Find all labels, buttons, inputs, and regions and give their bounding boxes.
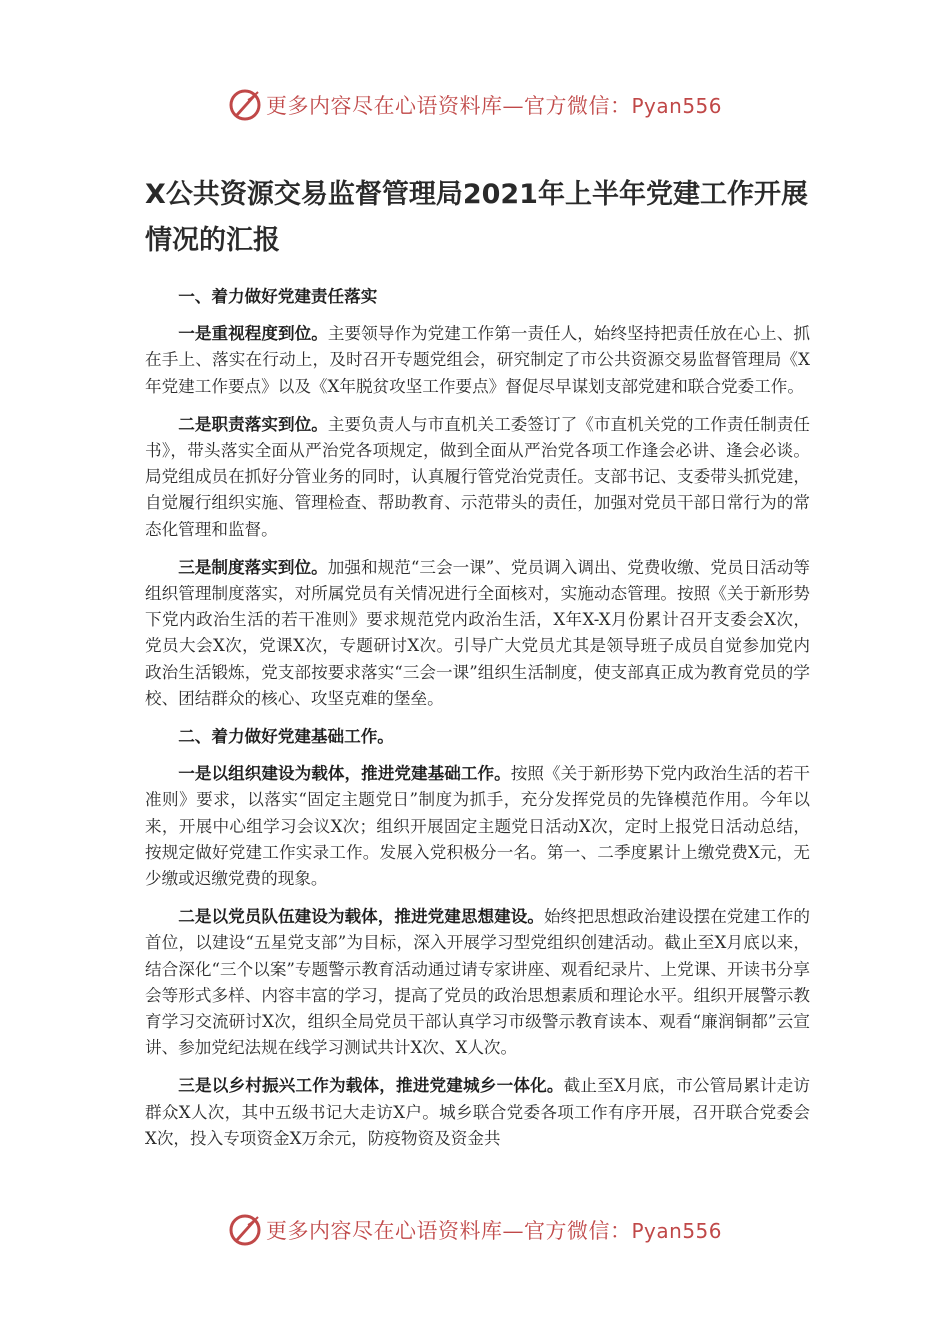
section-heading: 二、着力做好党建基础工作。: [178, 726, 394, 747]
paragraph: [145, 760, 810, 892]
paragraph: [145, 554, 810, 712]
paragraph: [145, 1072, 810, 1152]
paragraph-lead: 一是重视程度到位。: [178, 323, 328, 344]
banner-text: 更多内容尽在心语资料库—官方微信：Pyan556: [265, 94, 722, 118]
paragraph-lead: 三是以乡村振兴工作为载体，推进党建城乡一体化。: [178, 1075, 564, 1096]
paragraph-lead: 二是职责落实到位。: [178, 413, 328, 434]
paragraph-text: 始终把思想政治建设摆在党建工作的首位，以建设“五星党支部”为目标，深入开展学习型党组织创建活动。截止至X月底以来，结合深化“三个以案”专题警示教育活动通过请专家讲座、观看纪录片、上党课、开读书分享会等形式多样、内容丰富的学习，提高了党员的政治思想素质和理论水平。组织开展警示教育学习交流研讨X次，组织全局党员干部认真学习市级警示教育读本、观看“廉润铜都”云宣讲、参加党纪法规在线学习测试共计X次、X人次。: [145, 907, 811, 1058]
page-title: X公共资源交易监督管理局2021年上半年党建工作开展情况的汇报: [145, 179, 808, 256]
paragraph-lead: 一是以组织建设为载体，推进党建基础工作。: [178, 763, 511, 784]
paragraph-lead: 三是制度落实到位。: [178, 556, 328, 577]
paragraph-text: 主要负责人与市直机关工委签订了《市直机关党的工作责任制责任书》，带头落实全面从严治党各项规定，做到全面从严治党各项工作逢会必讲、逢会必谈。局党组成员在抓好分管业务的同时，认真履行管党治党责任。支部书记、支委带头抓党建，自觉履行组织实施、管理检查、帮助教育、示范带头的责任，加强对党员干部日常行为的常态化管理和监督。: [145, 414, 811, 539]
section-heading: 一、着力做好党建责任落实: [178, 286, 378, 306]
quill-logo-icon: [228, 88, 262, 122]
paragraph: [145, 411, 810, 543]
paragraph: [145, 903, 810, 1061]
document-body: [145, 283, 810, 1163]
paragraph-text: 加强和规范“三会一课”、党员调入调出、党费收缴、党员日活动等组织管理制度落实，对所属党员有关情况进行全面核对，实施动态管理。按照《关于新形势下党内政治生活的若干准则》要求规范党内政治生活，X年X-X月份累计召开支委会X次，党员大会X次，党课X次，专题研讨X次。引导广大党员尤其是领导班子成员自觉参加党内政治生活锻炼，党支部按要求落实“三会一课”组织生活制度，使支部真正成为教育党员的学校、团结群众的核心、攻坚克难的堡垒。: [145, 557, 811, 708]
header-watermark-banner: [0, 85, 950, 125]
quill-logo-icon: [228, 1213, 262, 1247]
paragraph-lead: 二是以党员队伍建设为载体，推进党建思想建设。: [178, 906, 544, 927]
banner-text: 更多内容尽在心语资料库—官方微信：Pyan556: [265, 1219, 722, 1243]
paragraph-text: 主要领导作为党建工作第一责任人，始终坚持把责任放在心上、抓在手上、落实在行动上，及时召开专题党组会，研究制定了市公共资源交易监督管理局《X年党建工作要点》以及《X年脱贫攻坚工作要点》督促尽早谋划支部党建和联合党委工作。: [145, 324, 811, 396]
footer-watermark-banner: [0, 1210, 950, 1250]
paragraph-text: 截止至X月底，市公管局累计走访群众X人次，其中五级书记大走访X户。城乡联合党委各项工作有序开展，召开联合党委会X次，投入专项资金X万余元，防疫物资及资金共: [145, 1076, 811, 1148]
paragraph: [145, 320, 810, 400]
paragraph-text: 按照《关于新形势下党内政治生活的若干准则》要求，以落实“固定主题党日”制度为抓手，充分发挥党员的先锋模范作用。今年以来，开展中心组学习会议X次；组织开展固定主题党日活动X次，定时上报党日活动总结，按规定做好党建工作实录工作。发展入党积极分一名。第一、二季度累计上缴党费X元，无少缴或迟缴党费的现象。: [145, 764, 811, 889]
